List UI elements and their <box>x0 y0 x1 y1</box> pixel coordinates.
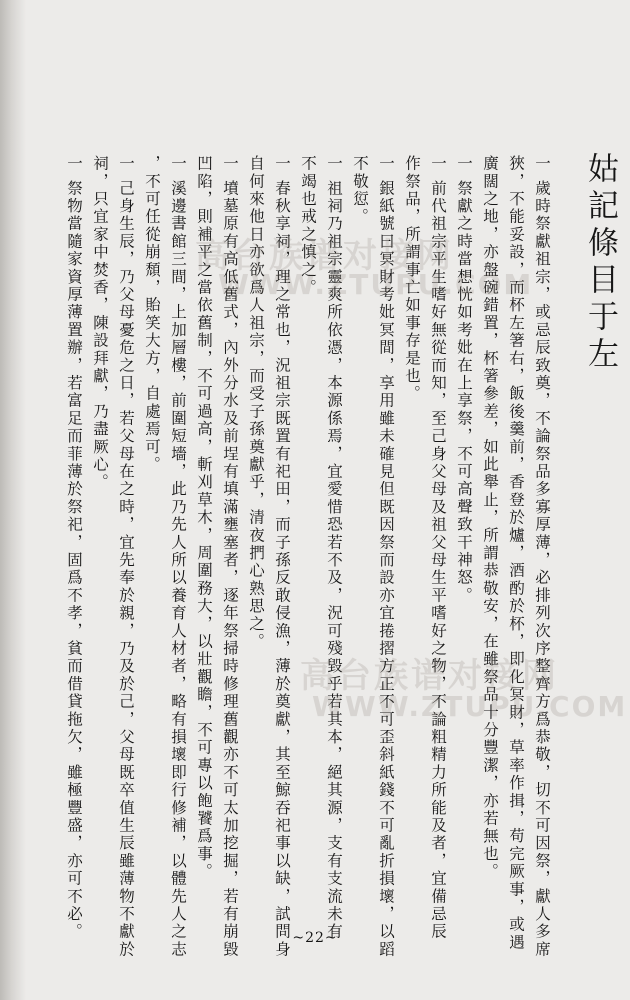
item-bullet: 一 <box>377 155 395 173</box>
column-text: 己身生辰，乃父母憂危之日，若父母在之時，宜先奉於親，乃及於己，父母既卒值生辰雖薄物不獻於 <box>117 179 135 959</box>
column-text: 廣闊之地，亦盤碗錯置，杯箸參差，如此舉止，所謂恭敬安，在雖祭品十分豐潔，亦若無也。 <box>481 155 499 881</box>
item-bullet: 一 <box>169 155 187 173</box>
page-title: 姑記條目于左 <box>582 152 618 374</box>
text-column <box>503 155 529 952</box>
text-column <box>165 155 191 959</box>
column-text: 歲時祭獻祖宗，或忌辰致奠，不論祭品多寡厚薄，必排列次序整齊方爲恭敬，切不可因祭，獻人多席 <box>533 179 551 959</box>
column-text: 狹，不能妥設，而杯左箸右，飯後羹前，香登於爐，酒酌於杯，即化冥財，草率作揖，苟完厥事，或遇 <box>507 155 525 952</box>
watermark-url: WWW.ZTUPU.COM <box>312 690 628 723</box>
text-column <box>425 155 451 941</box>
text-column <box>243 155 269 651</box>
text-column <box>217 155 243 959</box>
watermark-url: WWW.ZTUPU.COM <box>218 268 534 301</box>
text-column <box>529 155 555 959</box>
text-column <box>61 155 87 941</box>
column-text: 不敬愆。 <box>351 155 369 226</box>
item-bullet: 一 <box>533 155 551 173</box>
column-text: 祖祠乃祖宗靈爽所依憑，本源係焉，宜愛惜恐若不及，況可殘毀乎若其本，絕其源，支有支流未有 <box>325 179 343 941</box>
column-text: 墳墓原有高低舊式，內外分水及前埕有填滿壅塞者，逐年祭掃時修理舊觀亦不可太加挖掘，若有崩毀 <box>221 179 239 959</box>
item-bullet: 一 <box>65 155 83 173</box>
column-text: 祠，只宜家中焚香，陳設拜獻，乃盡厥心。 <box>91 155 109 492</box>
text-column <box>399 155 425 403</box>
item-bullet: 一 <box>325 155 343 173</box>
text-column <box>477 155 503 881</box>
column-text: 凹陷，則補平之當依舊制，不可過高，斬刈草木，周圍務大，以壯觀瞻，不可專以飽饕爲事。 <box>195 155 213 881</box>
watermark-text: 高台族谱对接网 <box>195 236 454 276</box>
column-text: 作祭品，所謂事亡如事存是也。 <box>403 155 421 403</box>
watermark-text: 高台族谱对接网 <box>300 656 559 696</box>
text-column <box>347 155 373 226</box>
text-column <box>269 155 295 959</box>
item-bullet: 一 <box>455 155 473 173</box>
column-text: 祭物當隨家資厚薄置辦，若富足而菲薄於祭祀，固爲不孝，貧而借貸拖欠，雖極豐盛，亦可不必。 <box>65 179 83 941</box>
column-text: ，不可任從崩頹，貽笑大方，自處焉可。 <box>143 155 161 474</box>
page-number: ~22~ <box>292 930 338 946</box>
text-column <box>139 155 165 474</box>
column-text: 春秋享祠，理之常也，況祖宗既置有祀田，而子孫反敢侵漁，薄於奠獻，其至鯨吞祀事以缺，試問身 <box>273 179 291 959</box>
column-text: 溪邊書館三間，上加層樓，前圍短墻，此乃先人所以養育人材者，略有損壞即行修補，以體先人之志 <box>169 179 187 959</box>
column-text: 銀紙號曰冥財考妣冥間，享用雖未確見但既因祭而設亦宜捲摺方正不可歪斜紙錢不可亂折損壞，以蹈 <box>377 179 395 959</box>
text-column <box>191 155 217 881</box>
text-column <box>87 155 113 491</box>
column-text: 不竭也戒之慎之。 <box>299 155 317 297</box>
text-column <box>321 155 347 941</box>
column-text: 自何來他日亦欲爲人祖宗，而受子孫奠獻乎，清夜捫心熟思之。 <box>247 155 265 651</box>
text-column <box>373 155 399 959</box>
text-column <box>295 155 321 297</box>
column-text: 祭獻之時當想恍如考妣在上享祭，不可高聲致干神怒。 <box>455 179 473 605</box>
column-text: 前代祖宗平生嗜好無從而知，至己身父母及祖父母生平嗜好之物，不論粗精力所能及者，宜備忌辰 <box>429 179 447 941</box>
item-bullet: 一 <box>221 155 239 173</box>
item-bullet: 一 <box>273 155 291 173</box>
text-column <box>113 155 139 959</box>
text-column <box>451 155 477 605</box>
item-bullet: 一 <box>429 155 447 173</box>
item-bullet: 一 <box>117 155 135 173</box>
book-spine-shadow <box>0 0 26 1000</box>
